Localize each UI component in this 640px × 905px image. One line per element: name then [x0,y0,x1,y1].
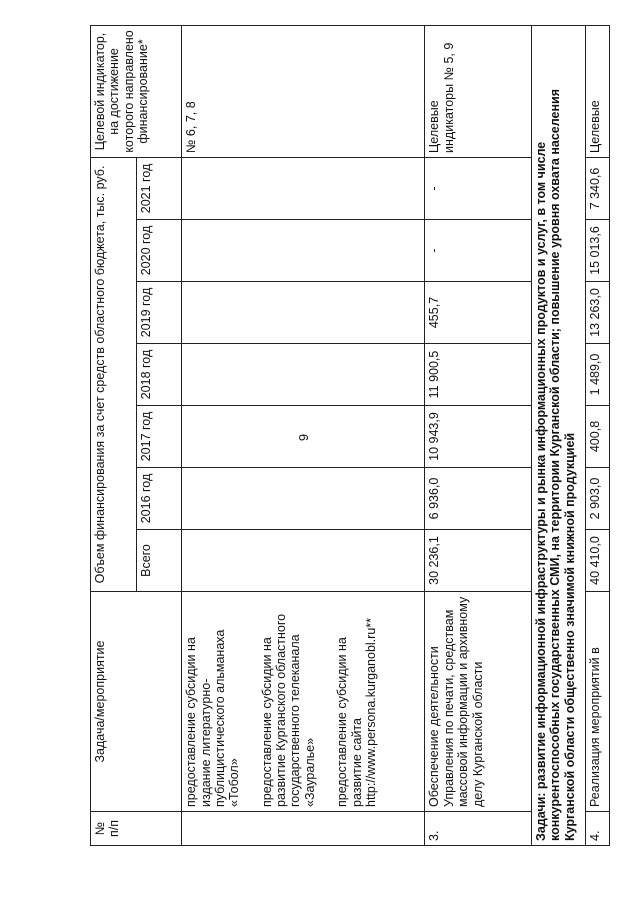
cell-value: 11 900,5 [425,344,531,406]
funding-table-rotated [90,26,610,846]
table-row-subsidies [182,25,425,845]
header-year: 2016 год [136,468,182,530]
cell-value: 1 489,0 [586,344,610,406]
cell-value [182,344,425,406]
cell-total: 30 236,1 [425,530,531,592]
cell-task [182,592,425,812]
header-total: Всего [136,530,182,592]
table-row-3 [425,25,531,845]
cell-num: 3. [425,812,531,846]
cell-value: 455,7 [425,282,531,344]
cell-num: 4. [586,812,610,846]
cell-value: 6 936,0 [425,468,531,530]
header-task: Задача/мероприятие [91,592,182,812]
subsidy-item: предоставление субсидии на издание литературно-публицистического альманаха «Тобол» [184,629,242,807]
cell-value: 400,8 [586,406,610,468]
cell-value: 7 340,6 [586,157,610,219]
header-row-1 [91,25,137,845]
subsidy-item: предоставление субсидии на развитие Курганского областного государственного телеканала «Зауралье» [259,613,317,807]
header-num: № п/п [91,812,182,846]
task-header: Задачи: развитие информационной инфраструктуры и рынка информационных продуктов и услуг, в том числе конкурентоспособных государственных СМИ, на территории Курганской области; повышение уровня охвата населения Курганской области общественно значимой книжной продукцией [531,25,585,845]
funding-table [90,25,610,846]
header-funding: Объем финансирования за счет средств областного бюджета, тыс. руб. [91,157,137,591]
table-row-4 [586,25,610,845]
cell-task: Реализация мероприятий в [586,592,610,812]
cell-value: - [425,157,531,219]
cell-value [182,406,425,468]
cell-value [182,282,425,344]
cell-value: - [425,220,531,282]
header-year: 2021 год [136,157,182,219]
cell-task: Обеспечение деятельности Управления по печати, средствам массовой информации и архивному делу Курганской области [425,592,531,812]
header-year: 2018 год [136,344,182,406]
cell-value: 15 013,6 [586,220,610,282]
page-number: 9 [296,433,312,442]
cell-total: 40 410,0 [586,530,610,592]
cell-indicator: № 6, 7, 8 [182,25,425,157]
header-year: 2019 год [136,282,182,344]
cell-total [182,530,425,592]
cell-indicator: Целевые индикаторы № 5, 9 [425,25,531,157]
cell-indicator: Целевые [586,25,610,157]
task-header-row [531,25,585,845]
cell-value [182,220,425,282]
cell-num [182,812,425,846]
subsidy-item: предоставление субсидии на развитие сайта http://www.persona.kurganobl.ru** [335,618,378,807]
header-year: 2017 год [136,406,182,468]
cell-value [182,468,425,530]
header-indicator: Целевой индикатор, на достижение которого направлено финансирование* [91,25,182,157]
cell-value [182,157,425,219]
header-year: 2020 год [136,220,182,282]
cell-value: 10 943,9 [425,406,531,468]
cell-value: 2 903,0 [586,468,610,530]
cell-value: 13 263,0 [586,282,610,344]
